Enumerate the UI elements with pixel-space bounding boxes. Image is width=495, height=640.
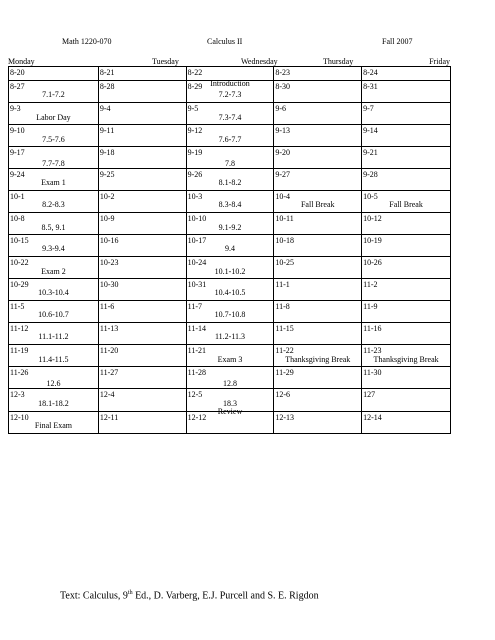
- cell-topic: 11.4-11.5: [38, 355, 69, 364]
- day-cell: [362, 235, 451, 257]
- day-cell: [362, 81, 451, 103]
- cell-topic: 7.2-7.3: [218, 90, 242, 99]
- day-thursday: Thursday: [323, 57, 354, 66]
- cell-topic: Introduction: [210, 79, 250, 88]
- cell-date: 11-2: [363, 280, 378, 289]
- day-cell: [186, 81, 274, 103]
- course-number: Math 1220-070: [62, 37, 112, 46]
- week-row: [9, 345, 451, 367]
- day-cell: [98, 213, 186, 235]
- cell-date: 8-20: [10, 68, 25, 77]
- cell-date: 8-30: [275, 82, 291, 91]
- day-cell: [186, 235, 274, 257]
- day-cell: [98, 125, 186, 147]
- day-cell: [274, 301, 362, 323]
- cell-date: 10-10: [187, 214, 207, 223]
- cell-topic: 8.1-8.2: [218, 178, 242, 187]
- day-cell: [274, 279, 362, 301]
- cell-date: 9-19: [187, 148, 203, 157]
- day-cell: [186, 345, 274, 367]
- week-row: [9, 367, 451, 389]
- cell-date: 11-1: [275, 280, 290, 289]
- cell-topic: 10.6-10.7: [38, 310, 69, 319]
- day-cell: [9, 81, 99, 103]
- day-cell: [9, 257, 99, 279]
- cell-date: 12-13: [275, 413, 295, 422]
- cell-date: 9-18: [99, 148, 115, 157]
- cell-date: 9-7: [363, 104, 374, 113]
- citation-text-rest: Ed., D. Varberg, E.J. Purcell and S. E. Rigdon: [132, 590, 319, 602]
- day-cell: [274, 191, 362, 213]
- cell-date: 8-29: [187, 82, 203, 91]
- day-friday: Friday: [429, 57, 450, 66]
- cell-topic: 7.1-7.2: [42, 90, 65, 99]
- day-cell: [98, 191, 186, 213]
- cell-topic: 10.1-10.2: [214, 267, 246, 276]
- cell-date: 11-13: [99, 324, 119, 333]
- day-cell: [186, 323, 274, 345]
- cell-date: 10-12: [363, 214, 382, 223]
- day-tuesday: Tuesday: [152, 57, 179, 66]
- cell-topic: 9.3-9.4: [42, 244, 65, 253]
- cell-topic: 9.1-9.2: [218, 223, 242, 232]
- cell-date: 10-3: [187, 192, 203, 201]
- day-cell: [362, 323, 451, 345]
- cell-date: 11-23: [363, 346, 382, 355]
- cell-date: 12-4: [99, 390, 115, 399]
- day-cell: [274, 257, 362, 279]
- day-cell: [9, 367, 99, 389]
- cell-date: 8-24: [363, 68, 378, 77]
- day-cell: [274, 235, 362, 257]
- cell-date: 10-1: [10, 192, 25, 201]
- cell-date: 11-26: [10, 368, 29, 377]
- cell-topic: Thanksgiving Break: [285, 355, 351, 364]
- citation-superscript: th: [127, 590, 133, 596]
- cell-date: 10-31: [187, 280, 207, 289]
- cell-date: 12-3: [10, 390, 25, 399]
- day-cell: [362, 169, 451, 191]
- cell-topic: Thanksgiving Break: [373, 355, 439, 364]
- day-cell: [186, 279, 274, 301]
- day-cell: [98, 345, 186, 367]
- cell-date: 9-17: [10, 148, 25, 157]
- day-cell: [186, 412, 274, 434]
- day-cell: [274, 67, 362, 81]
- day-cell: [274, 345, 362, 367]
- cell-date: 9-12: [187, 126, 203, 135]
- day-cell: [9, 67, 99, 81]
- day-cell: [9, 279, 99, 301]
- day-cell: [274, 367, 362, 389]
- cell-date: 8-21: [99, 68, 115, 77]
- cell-date: 10-16: [99, 236, 119, 245]
- cell-topic: 18.1-18.2: [38, 399, 69, 408]
- cell-date: 11-16: [363, 324, 382, 333]
- cell-topic: Exam 3: [217, 355, 243, 364]
- day-cell: [98, 169, 186, 191]
- cell-topic: Final Exam: [34, 421, 72, 430]
- cell-date: 10-23: [99, 258, 119, 267]
- day-cell: [186, 103, 274, 125]
- cell-date: 10-15: [10, 236, 29, 245]
- course-title: Calculus II: [207, 37, 243, 46]
- cell-date: 9-21: [363, 148, 378, 157]
- cell-date: 9-24: [10, 170, 25, 179]
- day-cell: [98, 389, 186, 412]
- cell-date: 8-22: [187, 68, 203, 77]
- cell-date: 8-27: [10, 82, 25, 91]
- cell-date: 10-25: [275, 258, 295, 267]
- day-cell: [98, 367, 186, 389]
- cell-date: 10-11: [275, 214, 294, 223]
- cell-date: 9-11: [99, 126, 115, 135]
- week-row: [9, 81, 451, 103]
- cell-date: 12-6: [275, 390, 291, 399]
- cell-date: 10-9: [99, 214, 115, 223]
- cell-date: 8-28: [99, 82, 115, 91]
- cell-topic: 12.6: [46, 379, 61, 388]
- cell-date: 10-22: [10, 258, 29, 267]
- cell-date: 127: [363, 390, 376, 399]
- week-row: [9, 67, 451, 81]
- day-cell: [9, 213, 99, 235]
- cell-topic: 11.1-11.2: [38, 332, 69, 341]
- day-cell: [9, 412, 99, 434]
- citation-text: Text: Calculus, 9: [60, 590, 128, 602]
- cell-date: 9-27: [275, 170, 291, 179]
- week-row: [9, 257, 451, 279]
- cell-topic: Exam 1: [41, 178, 66, 187]
- cell-topic: 9.4: [225, 244, 236, 253]
- day-cell: [362, 257, 451, 279]
- day-cell: [9, 169, 99, 191]
- term-label: Fall 2007: [382, 37, 413, 46]
- day-cell: [9, 125, 99, 147]
- day-cell: [186, 301, 274, 323]
- cell-date: 12-5: [187, 390, 203, 399]
- cell-date: 10-4: [275, 192, 291, 201]
- cell-topic: Exam 2: [41, 267, 66, 276]
- cell-topic: 7.5-7.6: [42, 135, 65, 144]
- day-cell: [274, 125, 362, 147]
- day-cell: [9, 345, 99, 367]
- day-cell: [9, 191, 99, 213]
- day-cell: [362, 103, 451, 125]
- day-cell: [362, 279, 451, 301]
- cell-date: 11-28: [187, 368, 207, 377]
- week-row: [9, 279, 451, 301]
- cell-date: 11-7: [187, 302, 203, 311]
- day-cell: [98, 103, 186, 125]
- day-cell: [186, 257, 274, 279]
- week-row: [9, 125, 451, 147]
- day-cell: [98, 323, 186, 345]
- day-cell: [186, 125, 274, 147]
- day-cell: [186, 147, 274, 169]
- cell-date: 10-5: [363, 192, 378, 201]
- cell-date: 9-13: [275, 126, 291, 135]
- day-cell: [98, 279, 186, 301]
- cell-date: 12-10: [10, 413, 29, 422]
- cell-topic: 10.4-10.5: [214, 288, 246, 297]
- day-cell: [362, 345, 451, 367]
- cell-date: 10-26: [363, 258, 382, 267]
- cell-date: 10-24: [187, 258, 207, 267]
- day-cell: [9, 235, 99, 257]
- day-cell: [274, 147, 362, 169]
- cell-topic: 7.6-7.7: [218, 135, 242, 144]
- cell-date: 10-18: [275, 236, 295, 245]
- cell-date: 11-27: [99, 368, 119, 377]
- cell-date: 11-6: [99, 302, 115, 311]
- day-cell: [274, 213, 362, 235]
- cell-date: 11-12: [10, 324, 29, 333]
- cell-date: 9-10: [10, 126, 25, 135]
- cell-topic: 7.7-7.8: [42, 159, 65, 168]
- cell-topic: 11.2-11.3: [214, 332, 246, 341]
- day-cell: [274, 81, 362, 103]
- day-cell: [98, 67, 186, 81]
- cell-date: 11-22: [275, 346, 294, 355]
- cell-date: 11-14: [187, 324, 207, 333]
- day-cell: [362, 147, 451, 169]
- cell-date: 10-8: [10, 214, 25, 223]
- day-cell: [362, 191, 451, 213]
- cell-date: 9-28: [363, 170, 378, 179]
- cell-topic: 8.3-8.4: [218, 200, 242, 209]
- day-cell: [98, 81, 186, 103]
- day-cell: [186, 389, 274, 416]
- day-cell: [274, 323, 362, 345]
- cell-topic: 7.8: [225, 159, 236, 168]
- day-cell: [98, 235, 186, 257]
- day-cell: [98, 257, 186, 279]
- day-cell: [274, 169, 362, 191]
- day-cell: [186, 169, 274, 191]
- week-row: [9, 412, 451, 434]
- cell-date: 10-30: [99, 280, 119, 289]
- week-row: [9, 301, 451, 323]
- cell-date: 11-15: [275, 324, 294, 333]
- cell-date: 11-29: [275, 368, 294, 377]
- cell-date: 9-26: [187, 170, 203, 179]
- day-cell: [362, 389, 451, 412]
- day-wednesday: Wednesday: [241, 57, 278, 66]
- schedule-table: [8, 66, 451, 434]
- week-row: [9, 213, 451, 235]
- cell-date: 9-14: [363, 126, 378, 135]
- cell-date: 8-23: [275, 68, 291, 77]
- week-row: [9, 235, 451, 257]
- day-cell: [362, 213, 451, 235]
- cell-date: 9-5: [187, 104, 199, 113]
- cell-date: 9-4: [99, 104, 111, 113]
- day-cell: [186, 367, 274, 389]
- cell-topic: Fall Break: [389, 200, 423, 209]
- cell-date: 8-31: [363, 82, 378, 91]
- cell-date: 10-29: [10, 280, 29, 289]
- day-cell: [98, 147, 186, 169]
- cell-date: 9-3: [10, 104, 21, 113]
- day-cell: [9, 103, 99, 125]
- cell-date: 12-14: [363, 413, 382, 422]
- cell-date: 10-2: [99, 192, 115, 201]
- cell-topic: 8.2-8.3: [42, 200, 65, 209]
- week-row: [9, 147, 451, 169]
- cell-topic: Fall Break: [300, 200, 335, 209]
- cell-topic: 10.3-10.4: [38, 288, 69, 297]
- day-cell: [9, 323, 99, 345]
- day-cell: [274, 412, 362, 434]
- cell-date: 12-11: [99, 413, 119, 422]
- cell-date: 11-20: [99, 346, 119, 355]
- week-row: [9, 389, 451, 412]
- day-cell: [186, 213, 274, 235]
- day-cell: [362, 367, 451, 389]
- cell-date: 9-6: [275, 104, 287, 113]
- day-cell: [9, 147, 99, 169]
- week-row: [9, 103, 451, 125]
- cell-topic: 8.5, 9.1: [41, 223, 66, 232]
- cell-date: 11-19: [10, 346, 29, 355]
- day-cell: [98, 412, 186, 434]
- week-row: [9, 169, 451, 191]
- cell-topic: 12.8: [223, 379, 238, 388]
- day-cell: [362, 412, 451, 434]
- cell-topic: 7.3-7.4: [218, 113, 242, 122]
- day-cell: [9, 389, 99, 412]
- textbook-citation: [60, 590, 319, 601]
- day-monday: Monday: [8, 57, 35, 66]
- cell-topic-line2: Review: [217, 407, 243, 416]
- cell-date: 12-12: [187, 413, 207, 422]
- cell-date: 9-20: [275, 148, 291, 157]
- week-row: [9, 323, 451, 345]
- week-row: [9, 191, 451, 213]
- day-cell: [362, 67, 451, 81]
- cell-date: 10-19: [363, 236, 382, 245]
- day-cell: [362, 125, 451, 147]
- cell-date: 11-21: [187, 346, 207, 355]
- cell-date: 11-5: [10, 302, 25, 311]
- cell-date: 9-25: [99, 170, 115, 179]
- day-cell: [186, 191, 274, 213]
- cell-topic: Labor Day: [36, 113, 71, 122]
- day-cell: [362, 301, 451, 323]
- day-cell: [9, 301, 99, 323]
- cell-topic: 10.7-10.8: [214, 310, 246, 319]
- cell-date: 11-8: [275, 302, 290, 311]
- cell-topic: 18.3: [223, 399, 238, 408]
- cell-date: 11-9: [363, 302, 378, 311]
- day-cell: [98, 301, 186, 323]
- cell-date: 10-17: [187, 236, 207, 245]
- day-cell: [274, 389, 362, 412]
- day-cell: [274, 103, 362, 125]
- cell-date: 11-30: [363, 368, 382, 377]
